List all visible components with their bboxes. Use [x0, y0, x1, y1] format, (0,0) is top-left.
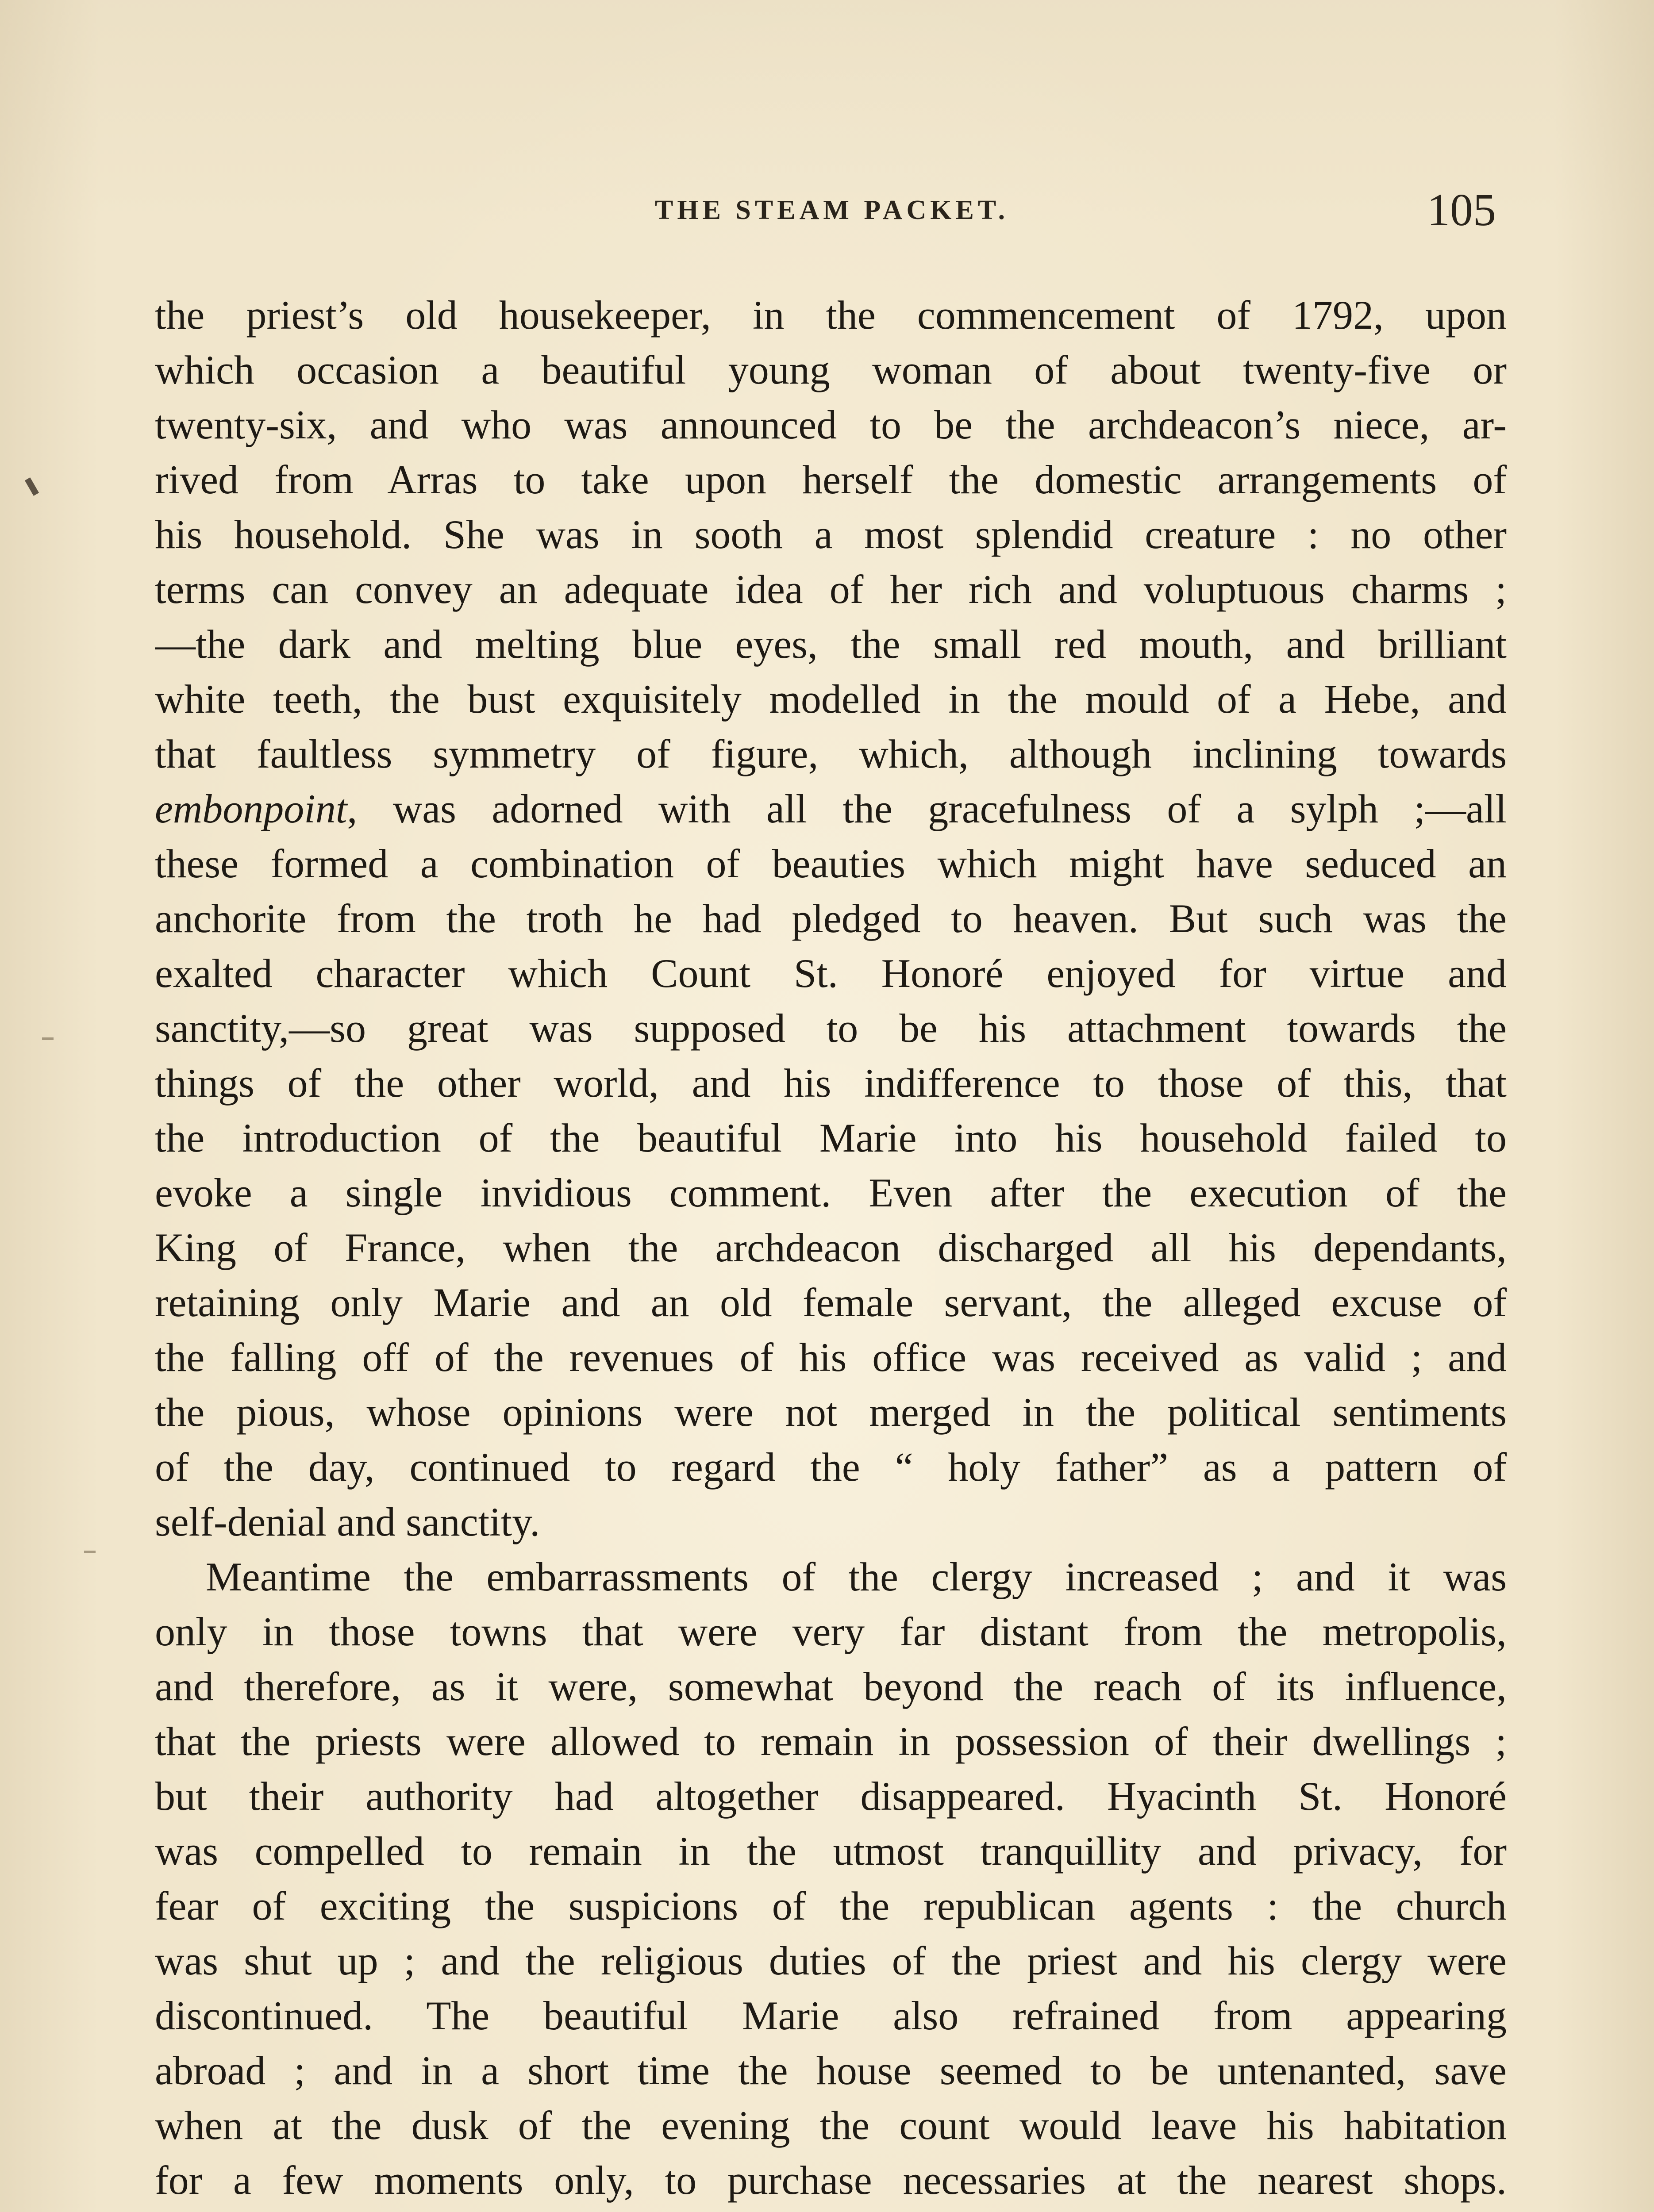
text-line: fear of exciting the suspicions of the republican agents : the church — [155, 1883, 1507, 1928]
text-line: embonpoint, was adorned with all the gracefulness of a sylph ;—all — [155, 786, 1507, 831]
text-line: sanctity,—so great was supposed to be his attachment towards the — [155, 1006, 1507, 1051]
text-line: rived from Arras to take upon herself the domestic arrangements of — [155, 457, 1507, 502]
text-line: was shut up ; and the religious duties of the priest and his clergy were — [155, 1938, 1507, 1983]
text-line: terms can convey an adequate idea of her rich and voluptuous charms ; — [155, 567, 1507, 612]
running-head: THE STEAM PACKET. — [655, 195, 1009, 225]
text-line: which occasion a beautiful young woman of about twenty-five or — [155, 347, 1507, 392]
text-line: only in those towns that were very far distant from the metropolis, — [155, 1609, 1507, 1654]
italic-word: embonpoint — [155, 786, 347, 831]
text-line: the priest’s old housekeeper, in the commencement of 1792, upon — [155, 292, 1507, 338]
text-line: that faultless symmetry of figure, which, although inclining towards — [155, 731, 1507, 776]
text-line: was compelled to remain in the utmost tranquillity and privacy, for — [155, 1828, 1507, 1874]
text-line: discontinued. The beautiful Marie also refrained from appearing — [155, 1993, 1507, 2038]
text-line: of the day, continued to regard the “ holy father” as a pattern of — [155, 1444, 1507, 1490]
text-line: —the dark and melting blue eyes, the small red mouth, and brilliant — [155, 622, 1507, 667]
text-line: retaining only Marie and an old female servant, the alleged excuse of — [155, 1280, 1507, 1325]
text-line: Meantime the embarrassments of the clergy increased ; and it was — [206, 1554, 1507, 1599]
text-line: the falling off of the revenues of his office was received as valid ; and — [155, 1335, 1507, 1380]
text-line: white teeth, the bust exquisitely modelled in the mould of a Hebe, and — [155, 676, 1507, 722]
text-line: the introduction of the beautiful Marie into his household failed to — [155, 1115, 1507, 1160]
text-line: but their authority had altogether disappeared. Hyacinth St. Honoré — [155, 1774, 1507, 1819]
text-line: evoke a single invidious comment. Even after the execution of the — [155, 1170, 1507, 1215]
text-line: the pious, whose opinions were not merged in the political sentiments — [155, 1390, 1507, 1435]
text-line: abroad ; and in a short time the house seemed to be untenanted, save — [155, 2048, 1507, 2093]
text-line: that the priests were allowed to remain in possession of their dwellings ; — [155, 1719, 1507, 1764]
margin-mark — [25, 477, 39, 496]
text-line: when at the dusk of the evening the count would leave his habitation — [155, 2103, 1507, 2148]
text-line: for a few moments only, to purchase necessaries at the nearest shops. — [155, 2158, 1507, 2203]
text-line: King of France, when the archdeacon discharged all his dependants, — [155, 1225, 1507, 1270]
text-line: his household. She was in sooth a most splendid creature : no other — [155, 512, 1507, 557]
margin-dash — [84, 1551, 96, 1553]
text-line: exalted character which Count St. Honoré enjoyed for virtue and — [155, 951, 1507, 996]
text-line: and therefore, as it were, somewhat beyond the reach of its influence, — [155, 1664, 1507, 1709]
body-text — [155, 288, 1507, 2212]
page-number: 105 — [1427, 184, 1496, 235]
text-line: things of the other world, and his indifference to those of this, that — [155, 1060, 1507, 1106]
text-line — [155, 2208, 1507, 2212]
text-line: these formed a combination of beauties which might have seduced an — [155, 841, 1507, 886]
margin-dash — [42, 1037, 54, 1040]
text-line: self-denial and sanctity. — [155, 1499, 540, 1544]
text-line: anchorite from the troth he had pledged to heaven. But such was the — [155, 896, 1507, 941]
text-line: twenty-six, and who was announced to be the archdeacon’s niece, ar- — [155, 402, 1507, 447]
